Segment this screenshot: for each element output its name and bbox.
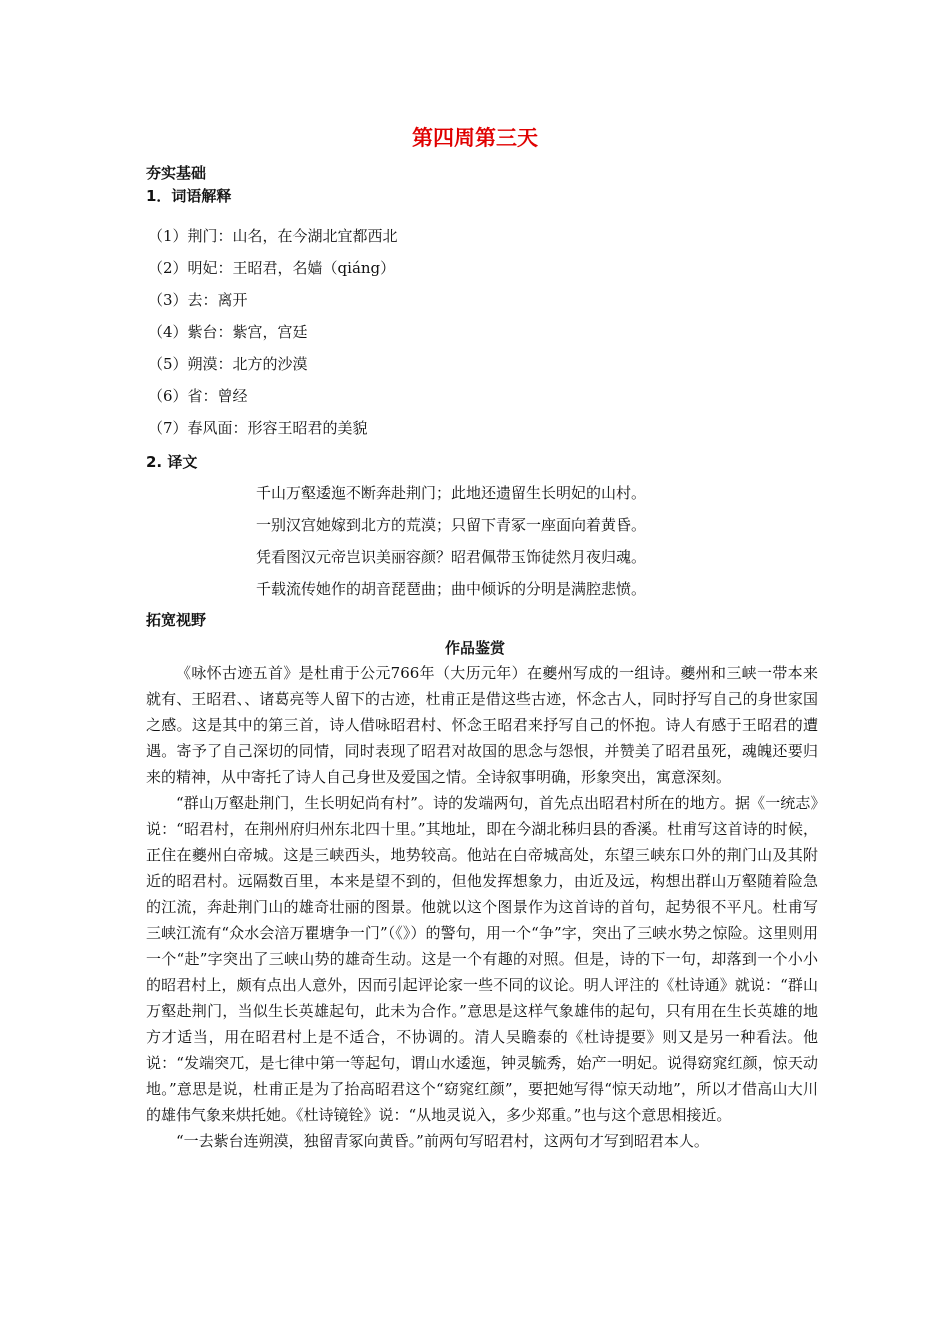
- translation-heading: 2. 译文: [146, 453, 198, 471]
- appreciation-subheading: 作品鉴赏: [444, 639, 505, 657]
- translation-line: 凭看图汉元帝岂识美丽容颜？昭君佩带玉饰徒然月夜归魂。: [256, 548, 647, 566]
- translation-line: 千山万壑逶迤不断奔赴荆门；此地还遗留生长明妃的山村。: [256, 484, 647, 502]
- page-title: 第四周第三天: [412, 126, 538, 150]
- translation-line: 千载流传她作的胡音琵琶曲；曲中倾诉的分明是满腔悲愤。: [256, 580, 647, 598]
- section-heading-broaden: 拓宽视野: [146, 611, 207, 629]
- translation-list: [256, 481, 646, 609]
- vocab-item: （5）朔漠：北方的沙漠: [148, 355, 308, 373]
- essay-body: [146, 660, 818, 1154]
- essay-paragraph: “群山万壑赴荆门，生长明妃尚有村”。诗的发端两句，首先点出昭君村所在的地方。据《一统志》说：“昭君村，在荆州府归州东北四十里。”其地址，即在今湖北秭归县的香溪。杜甫写这首诗的时候，正住在夔州白帝城。这是三峡西头，地势较高。他站在白帝城高处，东望三峡东口外的荆门山及其附近的昭君村。远隔数百里，本来是望不到的，但他发挥想象力，由近及远，构想出群山万壑随着险急的江流，奔赴荆门山的雄奇壮丽的图景。他就以这个图景作为这首诗的首句，起势很不平凡。杜甫写三峡江流有“众水会涪万瞿塘争一门”（《》）的警句，用一个“争”字，突出了三峡水势之惊险。这里则用一个“赴”字突出了三峡山势的雄奇生动。这是一个有趣的对照。但是，诗的下一句，却落到一个小小的昭君村上，颇有点出人意外，因而引起评论家一些不同的议论。明人评注的《杜诗通》就说：“群山万壑赴荆门，当似生长英雄起句，此未为合作。”意思是这样气象雄伟的起句，只有用在生长英雄的地方才适当，用在昭君村上是不适合，不协调的。清人吴瞻泰的《杜诗提要》则又是另一种看法。他说：“发端突兀，是七律中第一等起句，谓山水逶迤，钟灵毓秀，始产一明妃。说得窈窕红颜，惊天动地。”意思是说，杜甫正是为了抬高昭君这个“窈窕红颜”，要把她写得“惊天动地”，所以才借高山大川的雄伟气象来烘托她。《杜诗镜铨》说：“从地灵说入，多少郑重。”也与这个意思相接近。: [146, 794, 818, 1124]
- translation-line: 一别汉宫她嫁到北方的荒漠；只留下青冢一座面向着黄昏。: [256, 516, 647, 534]
- vocab-list: [148, 224, 398, 448]
- essay-paragraph: 《咏怀古迹五首》是杜甫于公元766年（大历元年）在夔州写成的一组诗。夔州和三峡一带本来就有、王昭君、、诸葛亮等人留下的古迹，杜甫正是借这些古迹，怀念古人，同时抒写自己的身世家国之感。这是其中的第三首，诗人借咏昭君村、怀念王昭君来抒写自己的怀抱。诗人有感于王昭君的遭遇。寄予了自己深切的同情，同时表现了昭君对故国的思念与怨恨，并赞美了昭君虽死，魂魄还要归来的精神，从中寄托了诗人自己身世及爱国之情。全诗叙事明确，形象突出，寓意深刻。: [146, 664, 818, 786]
- section-heading-foundation: 夯实基础: [146, 164, 207, 182]
- vocab-item: （3）去：离开: [148, 291, 248, 309]
- vocab-item: （1）荆门：山名，在今湖北宜都西北: [148, 227, 398, 245]
- vocab-heading: 1．词语解释: [146, 187, 232, 205]
- vocab-item: （2）明妃：王昭君，名嫱（qiáng）: [148, 259, 396, 277]
- vocab-item: （6）省：曾经: [148, 387, 248, 405]
- vocab-item: （7）春风面：形容王昭君的美貌: [148, 419, 368, 437]
- vocab-item: （4）紫台：紫宫，宫廷: [148, 323, 308, 341]
- essay-paragraph: “一去紫台连朔漠，独留青冢向黄昏。”前两句写昭君村，这两句才写到昭君本人。: [176, 1132, 709, 1150]
